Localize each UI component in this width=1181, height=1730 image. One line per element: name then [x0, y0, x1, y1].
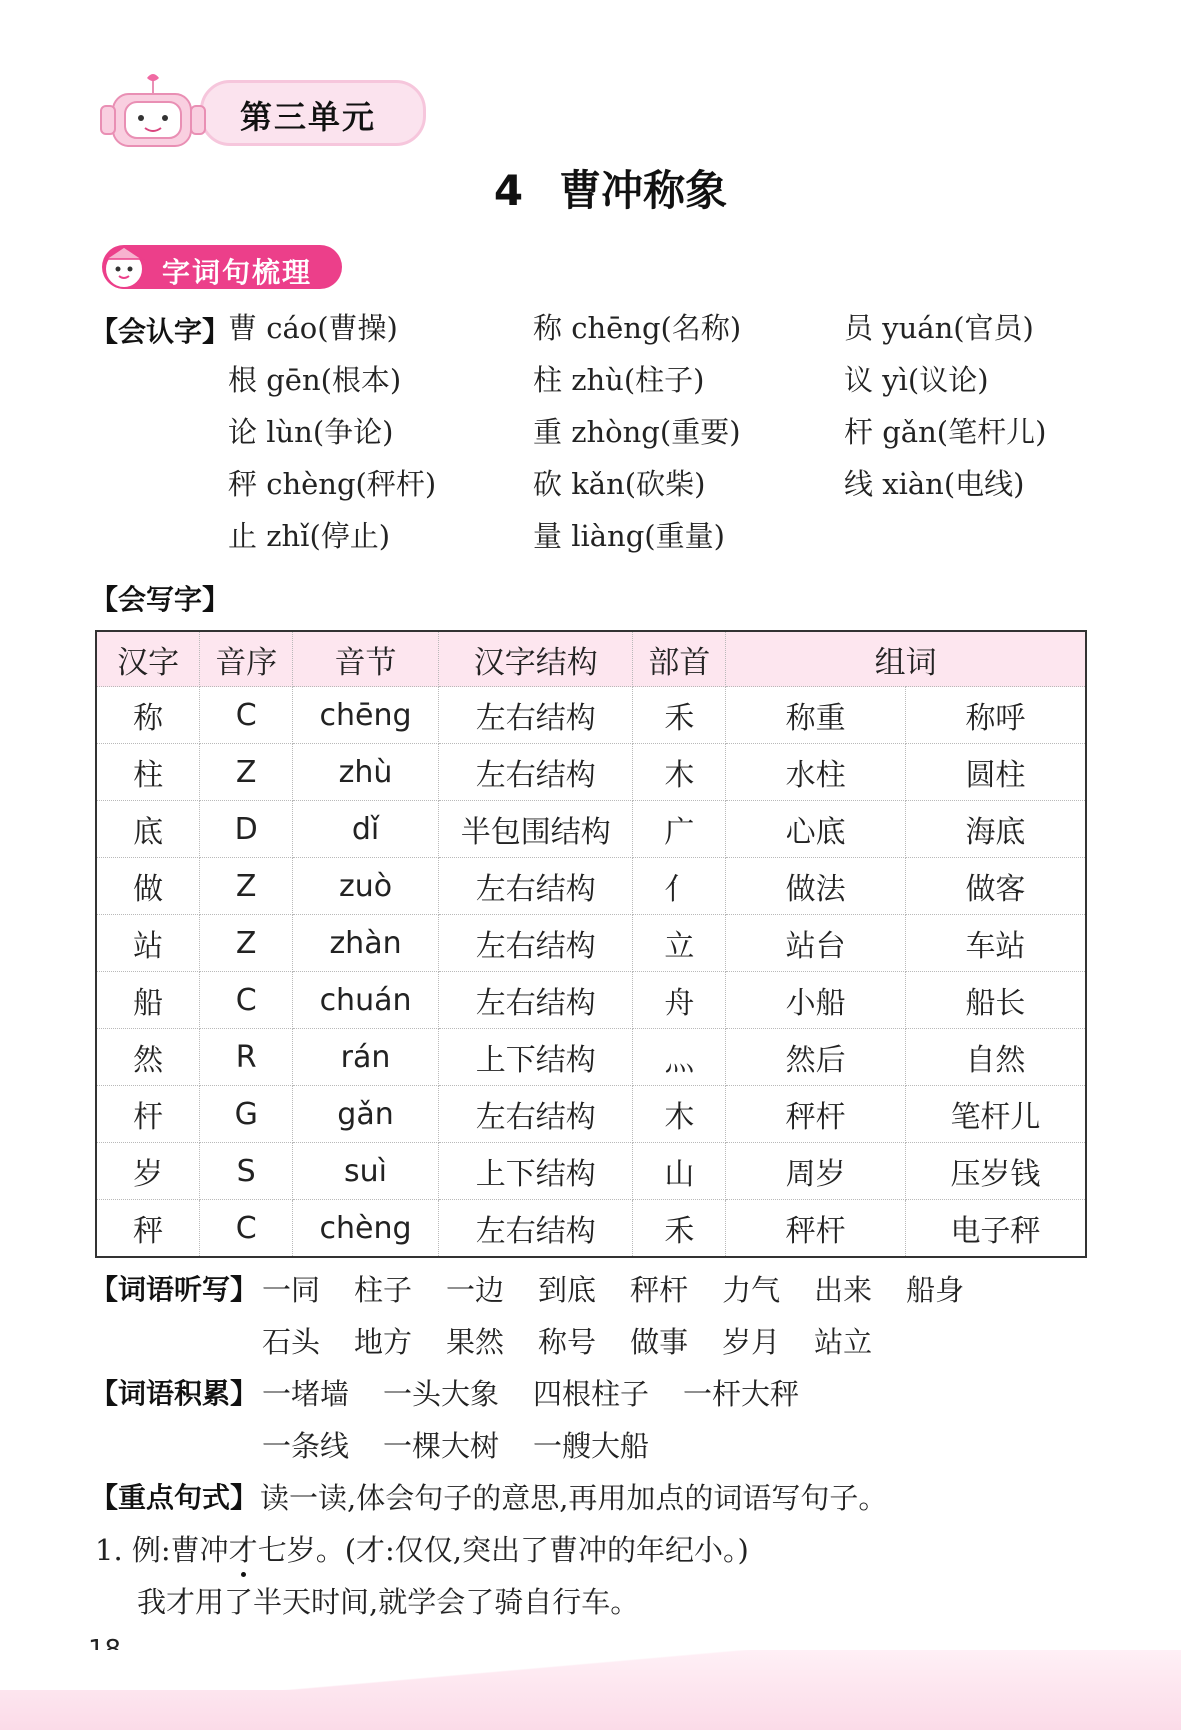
table-cell: 亻: [633, 858, 726, 915]
word-item: 一头大象: [383, 1377, 500, 1411]
footer-band: [0, 1650, 1181, 1730]
word-item: 柱子: [354, 1273, 413, 1307]
word-item: 到底: [538, 1273, 597, 1307]
accumulate-line-2: [262, 1424, 683, 1465]
dictation-line-2: [262, 1320, 906, 1361]
recognize-item: 重 zhòng(重要): [533, 415, 741, 449]
table-cell: 站: [96, 915, 200, 972]
header-cell: 音节: [293, 631, 439, 687]
word-item: 一边: [446, 1273, 505, 1307]
word-item: 一同: [262, 1273, 321, 1307]
table-cell: 山: [633, 1143, 726, 1200]
recognize-item: 秤 chèng(秤杆): [228, 467, 437, 501]
recognize-item: 柱 zhù(柱子): [533, 363, 705, 397]
table-cell: 然: [96, 1029, 200, 1086]
table-cell: 自然: [905, 1029, 1086, 1086]
table-cell: C: [200, 1200, 293, 1258]
table-cell: 上下结构: [438, 1143, 633, 1200]
table-cell: 称呼: [905, 687, 1086, 744]
table-row: [96, 801, 1086, 858]
table-cell: zhàn: [293, 915, 439, 972]
unit-banner: [95, 72, 435, 152]
word-item: 力气: [722, 1273, 781, 1307]
table-body: [96, 687, 1086, 1258]
recognize-item: 砍 kǎn(砍柴): [533, 467, 706, 501]
table-cell: 上下结构: [438, 1029, 633, 1086]
word-item: 一条线: [262, 1429, 350, 1463]
table-cell: 压岁钱: [905, 1143, 1086, 1200]
word-item: 出来: [814, 1273, 873, 1307]
table-cell: zhù: [293, 744, 439, 801]
word-item: 四根柱子: [533, 1377, 650, 1411]
table-cell: 广: [633, 801, 726, 858]
table-cell: 左右结构: [438, 858, 633, 915]
word-item: 果然: [446, 1325, 505, 1359]
word-item: 一杆大秤: [683, 1377, 800, 1411]
header-cell: 部首: [633, 631, 726, 687]
table-cell: 车站: [905, 915, 1086, 972]
recognize-item: 员 yuán(官员): [844, 311, 1034, 345]
example-sentence: [95, 1528, 749, 1569]
header-cell: 音序: [200, 631, 293, 687]
table-cell: dǐ: [293, 801, 439, 858]
table-cell: 木: [633, 744, 726, 801]
dictation-line-1: [262, 1268, 998, 1309]
table-cell: Z: [200, 858, 293, 915]
emphasized-word: 才: [229, 1528, 258, 1569]
table-row: [96, 1200, 1086, 1258]
robot-mascot-icon: [95, 72, 215, 152]
table-row: [96, 1029, 1086, 1086]
table-cell: 左右结构: [438, 915, 633, 972]
table-cell: 做: [96, 858, 200, 915]
table-cell: 周岁: [726, 1143, 906, 1200]
example-prefix: 1. 例:曹冲: [95, 1533, 229, 1567]
table-cell: 秤: [96, 1200, 200, 1258]
table-cell: 心底: [726, 801, 906, 858]
header-cell: 汉字结构: [438, 631, 633, 687]
word-item: 地方: [354, 1325, 413, 1359]
table-cell: 小船: [726, 972, 906, 1029]
table-cell: 木: [633, 1086, 726, 1143]
recognize-item: 曹 cáo(曹操): [228, 311, 398, 345]
recognize-item: 线 xiàn(电线): [844, 467, 1025, 501]
table-cell: G: [200, 1086, 293, 1143]
table-cell: 岁: [96, 1143, 200, 1200]
table-cell: 左右结构: [438, 972, 633, 1029]
dictation-label: 【词语听写】: [90, 1273, 259, 1306]
table-row: [96, 744, 1086, 801]
table-cell: 做客: [905, 858, 1086, 915]
table-cell: 左右结构: [438, 1200, 633, 1258]
word-item: 岁月: [722, 1325, 781, 1359]
table-cell: gǎn: [293, 1086, 439, 1143]
key-sentence-instruction: 读一读,体会句子的意思,再用加点的词语写句子。: [260, 1481, 888, 1515]
table-row: [96, 1143, 1086, 1200]
table-cell: 柱: [96, 744, 200, 801]
table-cell: C: [200, 972, 293, 1029]
lesson-number: 4: [493, 166, 524, 215]
recognize-item: 议 yì(议论): [844, 363, 989, 397]
table-cell: 圆柱: [905, 744, 1086, 801]
accumulate-label: 【词语积累】: [90, 1377, 259, 1410]
lesson-name: 曹冲称象: [559, 166, 728, 215]
table-cell: 舟: [633, 972, 726, 1029]
word-item: 一艘大船: [533, 1429, 650, 1463]
section-tag: [92, 243, 347, 291]
table-row: [96, 915, 1086, 972]
example-suffix: 七岁。(才:仅仅,突出了曹冲的年纪小。): [257, 1533, 749, 1567]
accumulate-line-1: [262, 1372, 833, 1413]
table-row: [96, 687, 1086, 744]
table-row: [96, 1086, 1086, 1143]
word-item: 一棵大树: [383, 1429, 500, 1463]
recognize-item: 杆 gǎn(笔杆儿): [844, 415, 1047, 449]
word-item: 船身: [906, 1273, 965, 1307]
table-cell: 左右结构: [438, 687, 633, 744]
table-cell: 做法: [726, 858, 906, 915]
key-sentence-label: 【重点句式】: [90, 1481, 259, 1514]
table-cell: chuán: [293, 972, 439, 1029]
lesson-title: [0, 158, 1181, 218]
table-cell: rán: [293, 1029, 439, 1086]
table-cell: 站台: [726, 915, 906, 972]
table-cell: 禾: [633, 687, 726, 744]
write-label: 【会写字】: [90, 583, 231, 616]
table-cell: 秤杆: [726, 1200, 906, 1258]
table-cell: 海底: [905, 801, 1086, 858]
table-cell: S: [200, 1143, 293, 1200]
table-cell: 船: [96, 972, 200, 1029]
table-cell: Z: [200, 915, 293, 972]
unit-title: 第三单元: [240, 98, 377, 136]
table-cell: zuò: [293, 858, 439, 915]
table-cell: chēng: [293, 687, 439, 744]
word-item: 站立: [814, 1325, 873, 1359]
table-cell: 左右结构: [438, 1086, 633, 1143]
recognize-item: 止 zhǐ(停止): [228, 519, 391, 553]
table-cell: 称: [96, 687, 200, 744]
recognize-item: 称 chēng(名称): [533, 311, 742, 345]
word-item: 一堵墙: [262, 1377, 350, 1411]
table-cell: 左右结构: [438, 744, 633, 801]
table-row: [96, 858, 1086, 915]
header-cell: 组词: [726, 631, 1086, 687]
mascot-mini-icon: [92, 243, 162, 291]
table-header-row: [96, 631, 1086, 687]
recognize-label: 【会认字】: [90, 315, 231, 348]
table-cell: 秤杆: [726, 1086, 906, 1143]
word-item: 称号: [538, 1325, 597, 1359]
table-cell: suì: [293, 1143, 439, 1200]
table-cell: R: [200, 1029, 293, 1086]
table-cell: 水柱: [726, 744, 906, 801]
table-cell: 称重: [726, 687, 906, 744]
table-cell: 笔杆儿: [905, 1086, 1086, 1143]
table-cell: Z: [200, 744, 293, 801]
section-tag-label: 字词句梳理: [162, 256, 313, 289]
table-cell: 禾: [633, 1200, 726, 1258]
table-cell: D: [200, 801, 293, 858]
table-cell: 电子秤: [905, 1200, 1086, 1258]
table-cell: 船长: [905, 972, 1086, 1029]
recognize-item: 论 lùn(争论): [228, 415, 394, 449]
table-cell: 杆: [96, 1086, 200, 1143]
word-item: 石头: [262, 1325, 321, 1359]
table-cell: C: [200, 687, 293, 744]
write-table: [95, 630, 1087, 1258]
table-cell: 底: [96, 801, 200, 858]
example-sentence-2: 我才用了半天时间,就学会了骑自行车。: [137, 1585, 640, 1619]
word-item: 秤杆: [630, 1273, 689, 1307]
word-item: 做事: [630, 1325, 689, 1359]
table-cell: 然后: [726, 1029, 906, 1086]
table-row: [96, 972, 1086, 1029]
table-cell: chèng: [293, 1200, 439, 1258]
table-cell: 半包围结构: [438, 801, 633, 858]
recognize-item: 量 liàng(重量): [533, 519, 725, 553]
header-cell: 汉字: [96, 631, 200, 687]
recognize-item: 根 gēn(根本): [228, 363, 402, 397]
table-cell: 灬: [633, 1029, 726, 1086]
table-cell: 立: [633, 915, 726, 972]
